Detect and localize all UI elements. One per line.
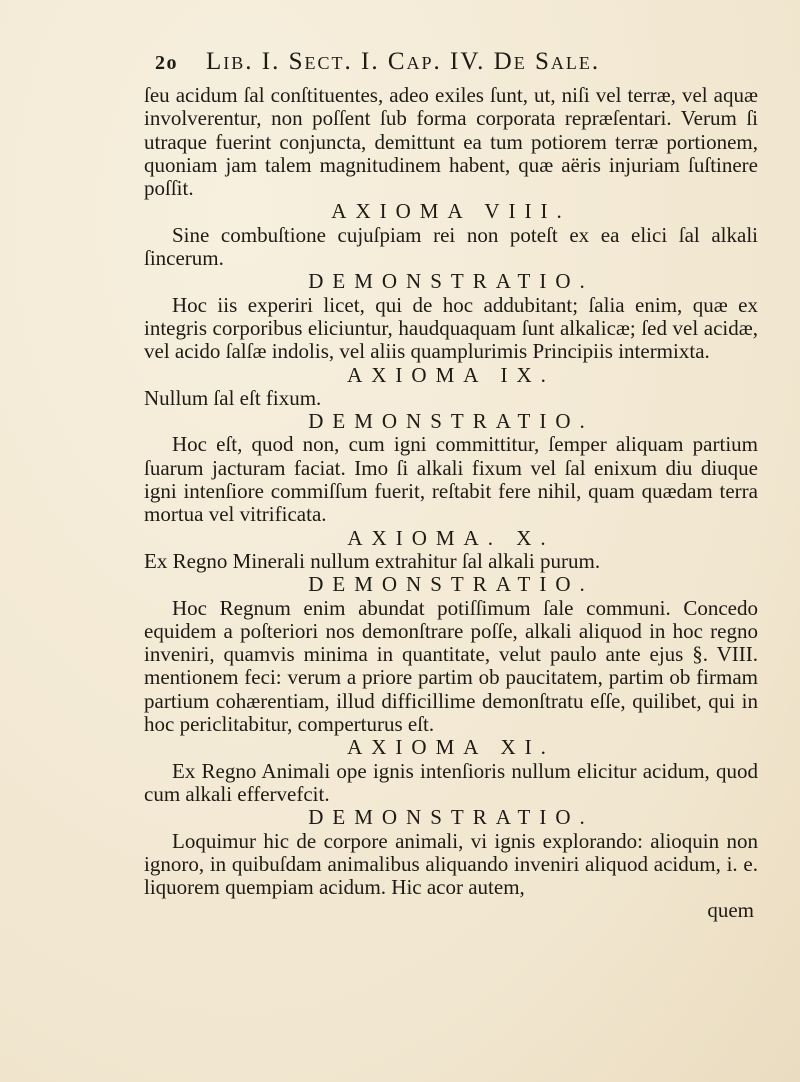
paragraph: Hoc iis experiri licet, qui de hoc addubitant; ſalia enim, quæ ex integris corporibus eliciuntur, haudquaquam ſunt alkalicæ; ſed vel acidæ, vel acido ſalſæ indolis, vel aliis quamplurimis Principiis intermixta. bbox=[144, 292, 758, 364]
paragraph: Ex Regno Minerali nullum extrahitur ſal alkali purum. bbox=[144, 548, 601, 573]
axiom-heading: AXIOMA XI. bbox=[347, 735, 555, 760]
paragraph: Nullum ſal eſt fixum. bbox=[144, 385, 322, 410]
demonstration-heading: DEMONSTRATIO. bbox=[308, 409, 594, 434]
paragraph: Sine combuſtione cujuſpiam rei non poteſt ex ea elici ſal alkali ſincerum. bbox=[144, 222, 758, 271]
running-head bbox=[155, 48, 740, 76]
paragraph: Ex Regno Animali ope ignis intenſioris nullum elicitur acidum, quod cum alkali effervefcit. bbox=[144, 758, 758, 806]
page-number: 2o bbox=[155, 52, 178, 74]
text-block bbox=[144, 84, 758, 923]
paragraph: Hoc Regnum enim abundat potiſſimum ſale communi. Concedo equidem a poſteriori nos demonſtrare poſſe, alkali aliquod in hoc regno inveniri, quamvis minima in quantitate, velut paulo ante ejus §. VIII. mentionem feci: verum a priore partim ob paucitatem, partim ob firmam partium cohærentiam, illud difficillime demonſtratu eſſe, quilibet, qui in hoc periclitabitur, comperturus eſt. bbox=[144, 595, 758, 737]
paragraph: ſeu acidum ſal conſtituentes, adeo exiles ſunt, ut, niſi vel terræ, vel aquæ involverentur, non poſſent ſub forma corporata repræſentari. Verum ſi utraque fuerint conjuncta, demittunt ea tum potiorem terræ portionem, quoniam jam talem magnitudinem habent, quæ aëris injuriam ſuſtinere poſſit. bbox=[144, 83, 758, 201]
demonstration-heading: DEMONSTRATIO. bbox=[308, 805, 594, 830]
axiom-heading: AXIOMA VIII. bbox=[331, 199, 571, 224]
paragraph: Loquimur hic de corpore animali, vi ignis explorando: alioquin non ignoro, in quibuſdam animalibus aliquando inveniri aliquod acidum, i. e. liquorem quempiam acidum. Hic acor autem, bbox=[144, 828, 758, 900]
axiom-heading: AXIOMA. X. bbox=[347, 525, 555, 550]
axiom-heading: AXIOMA IX. bbox=[347, 362, 555, 387]
demonstration-heading: DEMONSTRATIO. bbox=[308, 572, 594, 597]
catchword: quem bbox=[707, 898, 754, 923]
running-title: Lib. I. Sect. I. Cap. IV. De Sale. bbox=[206, 48, 601, 75]
demonstration-heading: DEMONSTRATIO. bbox=[308, 269, 594, 294]
paragraph: Hoc eſt, quod non, cum igni committitur, ſemper aliquam partium ſuarum jacturam faciat. Imo ſi alkali fixum vel ſal enixum diu diuque igni intenſiore commiſſum fuerit, reſtabit fere nihil, quam quædam terra mortua vel vitrificata. bbox=[144, 432, 758, 527]
